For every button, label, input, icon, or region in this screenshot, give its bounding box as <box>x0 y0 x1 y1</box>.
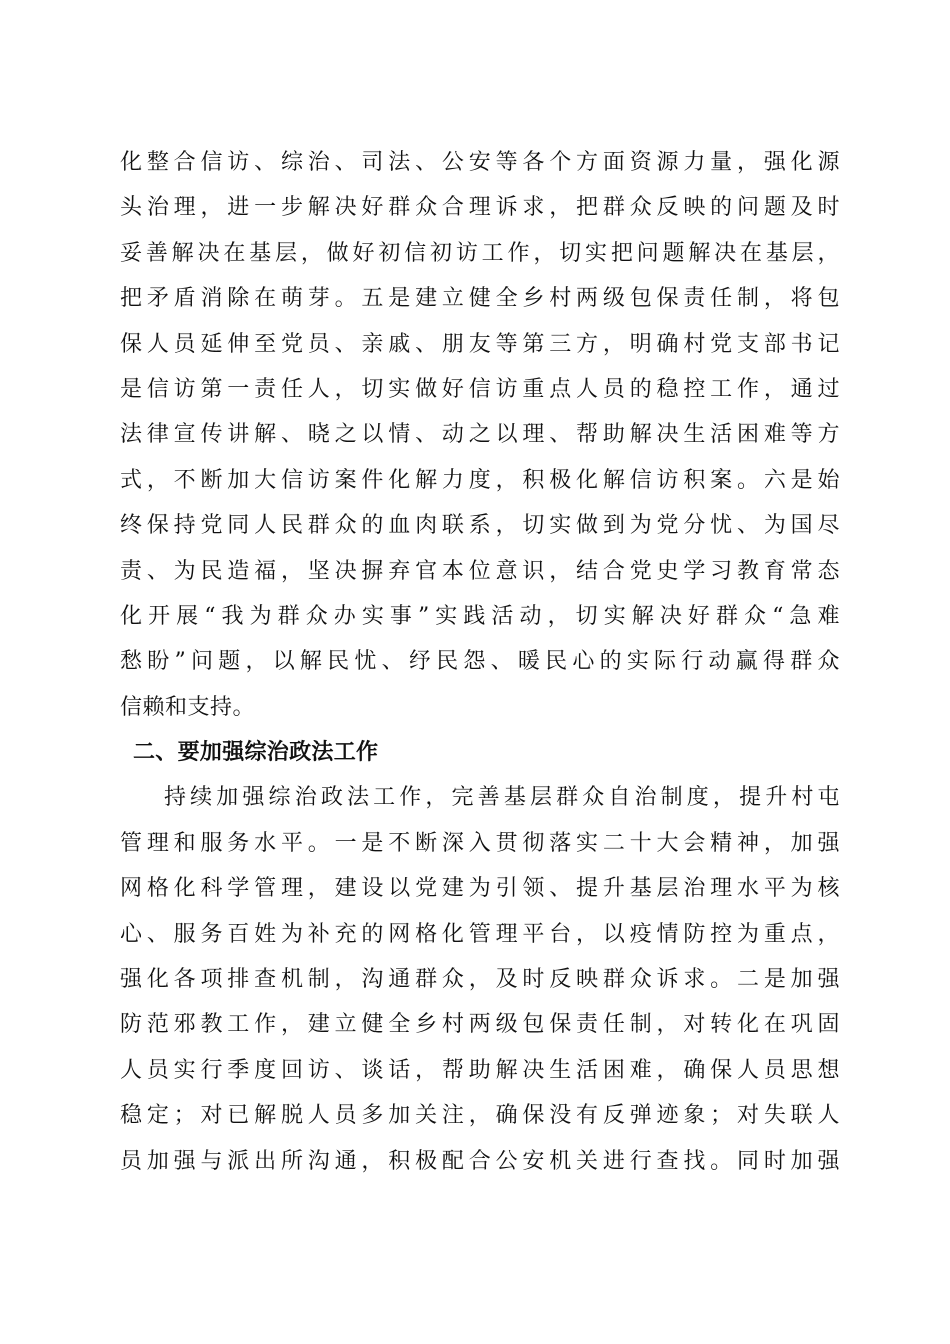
body-line: 强化各项排查机制，沟通群众，及时反映群众诉求。二是加强 <box>120 967 840 993</box>
body-line: 网格化科学管理，建设以党建为引领、提升基层治理水平为核 <box>120 876 840 902</box>
body-line: 把矛盾消除在萌芽。五是建立健全乡村两级包保责任制，将包 <box>120 286 840 312</box>
body-line: 化开展“我为群众办实事”实践活动，切实解决好群众“急难 <box>120 603 840 629</box>
body-line: 保人员延伸至党员、亲戚、朋友等第三方，明确村党支部书记 <box>120 331 840 357</box>
body-line: 法律宣传讲解、晓之以情、动之以理、帮助解决生活困难等方 <box>120 422 840 448</box>
body-line: 头治理，进一步解决好群众合理诉求，把群众反映的问题及时 <box>120 195 840 221</box>
body-line: 化整合信访、综治、司法、公安等各个方面资源力量，强化源 <box>120 150 840 175</box>
body-line: 愁盼”问题，以解民忧、纾民怨、暖民心的实际行动赢得群众 <box>120 649 840 675</box>
body-line: 员加强与派出所沟通，积极配合公安机关进行查找。同时加强 <box>120 1148 840 1174</box>
body-line: 终保持党同人民群众的血肉联系，切实做到为党分忧、为国尽 <box>120 513 840 539</box>
body-line: 信赖和支持。 <box>120 694 256 720</box>
body-line: 人员实行季度回访、谈话，帮助解决生活困难，确保人员思想 <box>120 1057 840 1083</box>
body-line: 心、服务百姓为补充的网格化管理平台，以疫情防控为重点， <box>120 921 840 947</box>
body-line: 式，不断加大信访案件化解力度，积极化解信访积案。六是始 <box>120 467 840 493</box>
body-line: 责、为民造福，坚决摒弃官本位意识，结合党史学习教育常态 <box>120 558 840 584</box>
body-line: 持续加强综治政法工作，完善基层群众自治制度，提升村屯 <box>164 785 840 811</box>
body-line: 是信访第一责任人，切实做好信访重点人员的稳控工作，通过 <box>120 376 840 402</box>
body-line: 管理和服务水平。一是不断深入贯彻落实二十大会精神，加强 <box>120 830 840 856</box>
body-line: 稳定；对已解脱人员多加关注，确保没有反弹迹象；对失联人 <box>120 1103 840 1129</box>
body-line: 防范邪教工作，建立健全乡村两级包保责任制，对转化在巩固 <box>120 1012 840 1038</box>
section-heading: 二、要加强综治政法工作 <box>133 740 379 766</box>
body-line: 妥善解决在基层，做好初信初访工作，切实把问题解决在基层， <box>120 240 840 266</box>
document-body <box>120 140 840 1184</box>
